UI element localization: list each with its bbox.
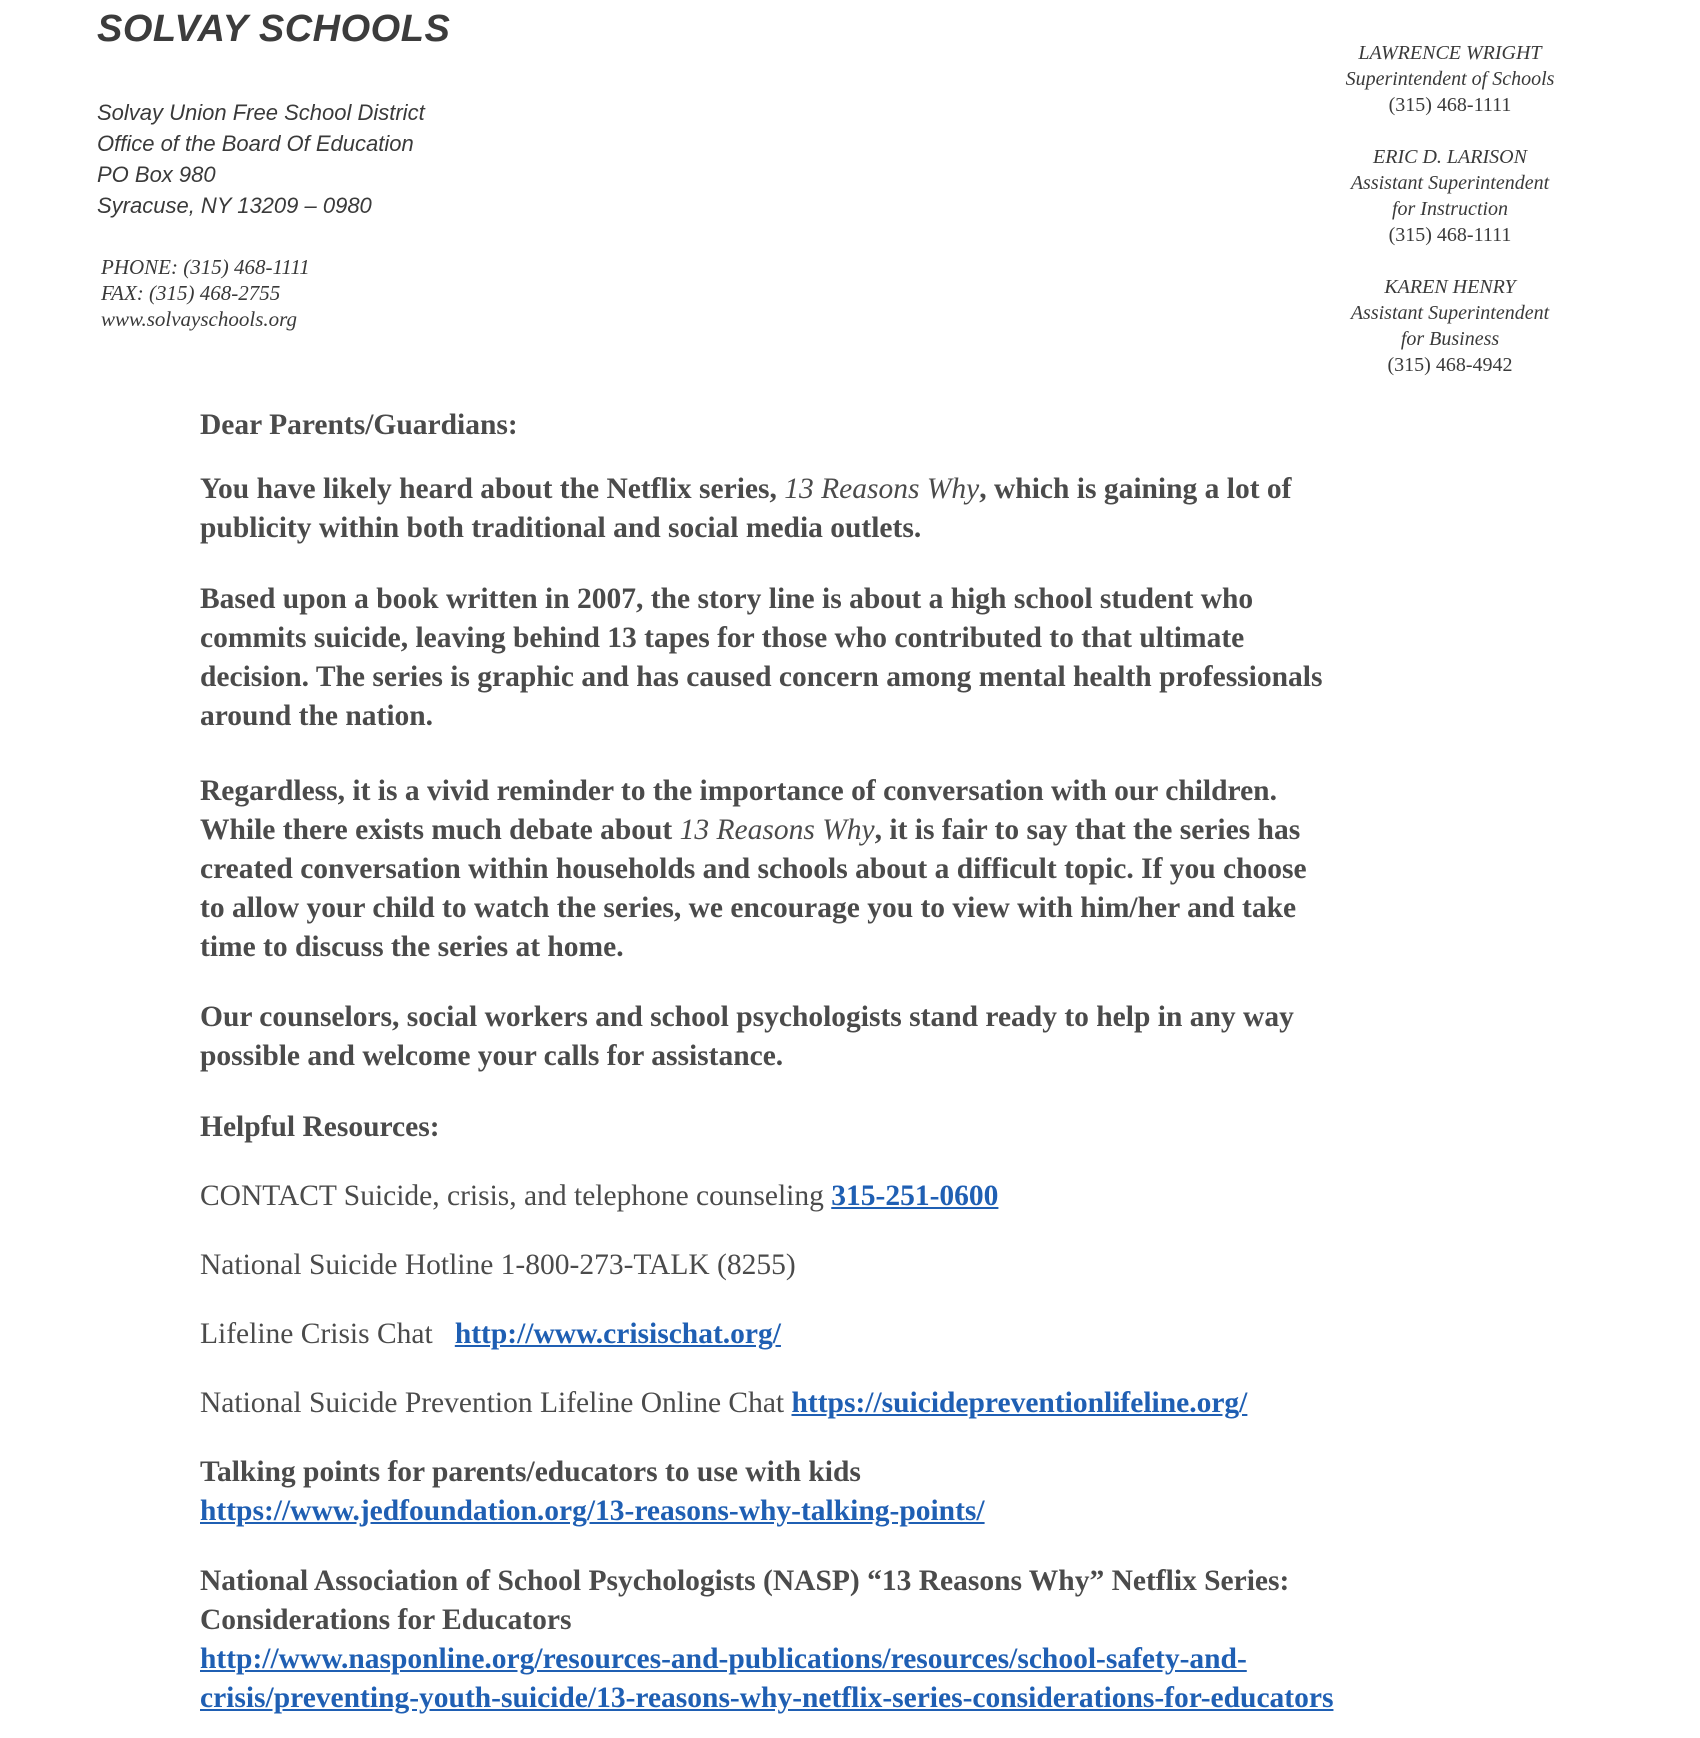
district-line: Syracuse, NY 13209 – 0980 — [97, 193, 372, 218]
district-line: Solvay Union Free School District — [97, 100, 425, 125]
official-title: Assistant Superintendent — [1350, 172, 1550, 194]
official-phone: (315) 468-1111 — [1388, 94, 1512, 116]
paragraph-line: commits suicide, leaving behind 13 tapes for those who contributed to that ultimate — [200, 622, 1245, 654]
paragraph-line: Regardless, it is a vivid reminder to the importance of conversation with our children. — [200, 775, 1277, 807]
paragraph-line: to allow your child to watch the series, we encourage you to view with him/her and take — [200, 892, 1297, 924]
crisis-chat-link[interactable]: http://www.crisischat.org/ — [454, 1318, 781, 1350]
nasp-link[interactable]: http://www.nasponline.org/resources-and-publications/resources/school-safety-and- — [200, 1643, 1247, 1675]
salutation: Dear Parents/Guardians: — [200, 409, 518, 441]
official-phone: (315) 468-1111 — [1388, 224, 1512, 246]
prevention-lifeline-link[interactable]: https://suicidepreventionlifeline.org/ — [791, 1387, 1248, 1419]
resource-hotline: National Suicide Hotline 1-800-273-TALK (8255) — [200, 1249, 796, 1281]
resource-talking-points — [200, 1453, 985, 1531]
text: While there exists much debate about — [200, 814, 680, 846]
officials-list — [1290, 40, 1610, 404]
paragraph-netflix — [200, 470, 1292, 548]
paragraph-line: Based upon a book written in 2007, the story line is about a high school student who — [200, 583, 1254, 615]
district-line: PO Box 980 — [97, 162, 216, 187]
text: , which is gaining a lot of — [979, 473, 1292, 505]
series-title: 13 Reasons Why — [679, 814, 875, 846]
phone-line: PHONE: (315) 468-1111 — [101, 255, 310, 279]
paragraph-line: Our counselors, social workers and school psychologists stand ready to help in any way — [200, 1001, 1294, 1033]
resource-label: CONTACT Suicide, crisis, and telephone counseling — [200, 1180, 832, 1212]
official-title: for Instruction — [1391, 198, 1509, 220]
official-superintendent — [1290, 40, 1610, 118]
official-asst-instruction — [1290, 144, 1610, 248]
official-asst-business — [1290, 274, 1610, 378]
paragraph-line — [200, 811, 1307, 850]
text: You have likely heard about the Netflix series, — [200, 473, 785, 505]
resource-label: National Suicide Prevention Lifeline Online Chat — [200, 1387, 792, 1419]
paragraph-line: created conversation within households and schools about a difficult topic. If you choose — [200, 853, 1307, 885]
resource-nasp — [200, 1562, 1333, 1718]
official-name: KAREN HENRY — [1384, 276, 1516, 298]
district-line: Office of the Board Of Education — [97, 131, 414, 156]
paragraph-line: decision. The series is graphic and has caused concern among mental health professionals — [200, 661, 1323, 693]
resources-heading: Helpful Resources: — [200, 1111, 440, 1143]
paragraph-line: publicity within both traditional and social media outlets. — [200, 512, 922, 544]
resource-crisis-chat — [200, 1315, 781, 1354]
official-title: Superintendent of Schools — [1345, 68, 1555, 90]
nasp-link-continued[interactable]: crisis/preventing-youth-suicide/13-reasons-why-netflix-series-considerations-for-educators — [200, 1682, 1334, 1714]
official-phone: (315) 468-4942 — [1387, 354, 1513, 376]
resource-label: Considerations for Educators — [200, 1604, 572, 1636]
district-contact — [101, 254, 310, 332]
talking-points-link[interactable]: https://www.jedfoundation.org/13-reasons-why-talking-points/ — [200, 1495, 985, 1527]
official-title: for Business — [1400, 328, 1500, 350]
paragraph-line — [200, 470, 1292, 509]
paragraph-story — [200, 580, 1322, 736]
resource-label: Talking points for parents/educators to use with kids — [200, 1456, 861, 1488]
official-name: LAWRENCE WRIGHT — [1358, 42, 1542, 64]
paragraph-line: around the nation. — [200, 700, 434, 732]
series-title: 13 Reasons Why — [784, 473, 980, 505]
district-address — [97, 97, 425, 221]
paragraph-conversation — [200, 772, 1307, 967]
letterhead-title: SOLVAY SCHOOLS — [97, 8, 451, 50]
paragraph-line: time to discuss the series at home. — [200, 931, 624, 963]
fax-line: FAX: (315) 468-2755 — [101, 281, 281, 305]
resource-prevention-lifeline — [200, 1384, 1247, 1423]
official-title: Assistant Superintendent — [1350, 302, 1550, 324]
official-name: ERIC D. LARISON — [1373, 146, 1527, 168]
resource-contact — [200, 1177, 998, 1216]
website-line: www.solvayschools.org — [101, 307, 298, 331]
resource-label: Lifeline Crisis Chat — [200, 1318, 455, 1350]
resource-label: National Association of School Psychologists (NASP) “13 Reasons Why” Netflix Series: — [200, 1565, 1290, 1597]
contact-phone-link[interactable]: 315-251-0600 — [831, 1180, 999, 1212]
paragraph-counselors — [200, 998, 1294, 1076]
paragraph-line: possible and welcome your calls for assistance. — [200, 1040, 784, 1072]
text: , it is fair to say that the series has — [874, 814, 1301, 846]
